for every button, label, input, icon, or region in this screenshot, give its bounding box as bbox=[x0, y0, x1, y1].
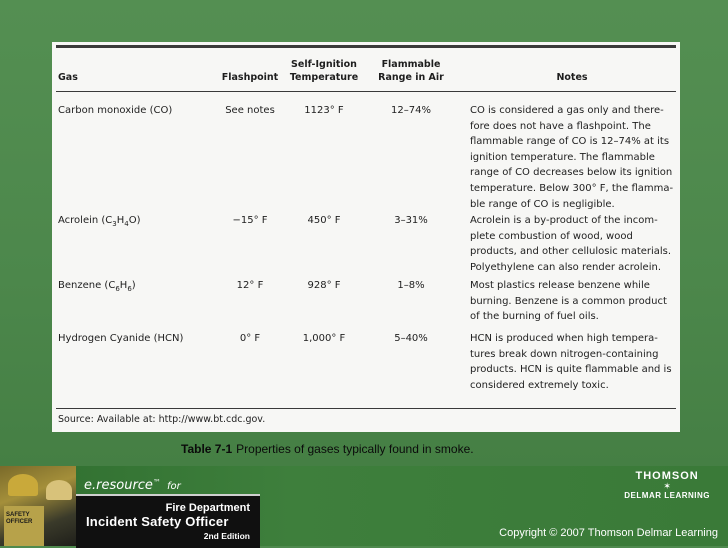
header-flammable-range bbox=[370, 58, 452, 84]
header-flammable-line2: Range in Air bbox=[378, 72, 444, 83]
row-co-gas: Carbon monoxide (CO) bbox=[58, 105, 173, 116]
row-benzene-notes: Most plastics release benzene while burning. Benzene is a common product of the burning of fuel oils. bbox=[470, 280, 667, 323]
row-acrolein-flashpoint: −15° F bbox=[232, 215, 268, 226]
row-benzene-gas: Benzene $(C_6H_6)$ bbox=[58, 280, 136, 293]
book-title-banner bbox=[76, 494, 260, 548]
table-top-rule bbox=[56, 45, 676, 48]
publisher-imprint: DELMAR LEARNING bbox=[624, 491, 710, 500]
row-hcn-flashpoint: 0° F bbox=[239, 333, 261, 344]
header-self-ignition bbox=[278, 58, 370, 84]
header-gas: Gas bbox=[58, 72, 78, 83]
header-self-ignition-line1: Self-Ignition bbox=[291, 59, 357, 70]
helmet-shape bbox=[8, 474, 38, 496]
caption-label: Table 7-1 bbox=[181, 442, 233, 456]
caption-text: Properties of gases typically found in smoke. bbox=[236, 442, 474, 456]
row-co-range: 12–74% bbox=[391, 105, 431, 116]
bottom-rule bbox=[56, 408, 676, 409]
header-notes: Notes bbox=[556, 72, 588, 83]
gas-properties-table bbox=[52, 42, 680, 432]
row-hcn-notes: HCN is produced when high tempera- tures break down nitrogen-containing products. HCN is quite flammable and is considered extremely toxic. bbox=[470, 333, 672, 391]
row-hcn-ignition: 1,000° F bbox=[302, 333, 346, 344]
row-co-flashpoint: See notes bbox=[225, 105, 275, 116]
header-rule bbox=[56, 91, 676, 92]
header-flashpoint: Flashpoint bbox=[221, 72, 279, 83]
header-self-ignition-line2: Temperature bbox=[289, 72, 359, 83]
eresource-logo: e.resource™ for bbox=[84, 478, 181, 493]
table-caption bbox=[181, 442, 474, 456]
row-hcn-gas: Hydrogen Cyanide (HCN) bbox=[58, 333, 184, 344]
copyright-text: Copyright © 2007 Thomson Delmar Learning bbox=[499, 527, 718, 539]
vest-lettering: SAFETY OFFICER bbox=[6, 512, 33, 525]
firefighter-photo bbox=[0, 466, 76, 546]
row-benzene-range: 1–8% bbox=[397, 280, 425, 291]
book-title-line1: Fire Department bbox=[165, 502, 250, 514]
row-acrolein-gas: Acrolein $(C_3H_4O)$ bbox=[58, 215, 141, 228]
row-acrolein-ignition: 450° F bbox=[307, 215, 341, 226]
row-co-notes: CO is considered a gas only and there- fore does not have a flashpoint. The flammable range of CO is 12–74% at its ignition temperature. The flammable range of CO decreases below its ignition temperature. Below 300° F, the flamma- ble range of CO is negligible. bbox=[470, 105, 674, 210]
row-acrolein-notes: Acrolein is a by-product of the incom- plete combustion of wood, wood products, and other cellulosic materials. Polyethylene can also render acrolein. bbox=[470, 215, 672, 273]
book-title-line2: Incident Safety Officer bbox=[86, 514, 229, 529]
book-edition: 2nd Edition bbox=[203, 531, 250, 541]
row-co-ignition: 1123° F bbox=[304, 105, 344, 116]
header-flammable-line1: Flammable bbox=[381, 59, 441, 70]
footer-banner bbox=[0, 466, 728, 546]
row-benzene-flashpoint: 12° F bbox=[236, 280, 264, 291]
helmet-shape bbox=[46, 480, 72, 500]
row-benzene-ignition: 928° F bbox=[307, 280, 341, 291]
publisher-star-icon: ✶ bbox=[663, 481, 671, 491]
row-acrolein-range: 3–31% bbox=[394, 215, 428, 226]
publisher-name: THOMSON bbox=[635, 470, 699, 482]
publisher-logo bbox=[624, 470, 710, 500]
source-note: Source: Available at: http://www.bt.cdc.gov. bbox=[58, 414, 266, 425]
row-hcn-range: 5–40% bbox=[394, 333, 428, 344]
